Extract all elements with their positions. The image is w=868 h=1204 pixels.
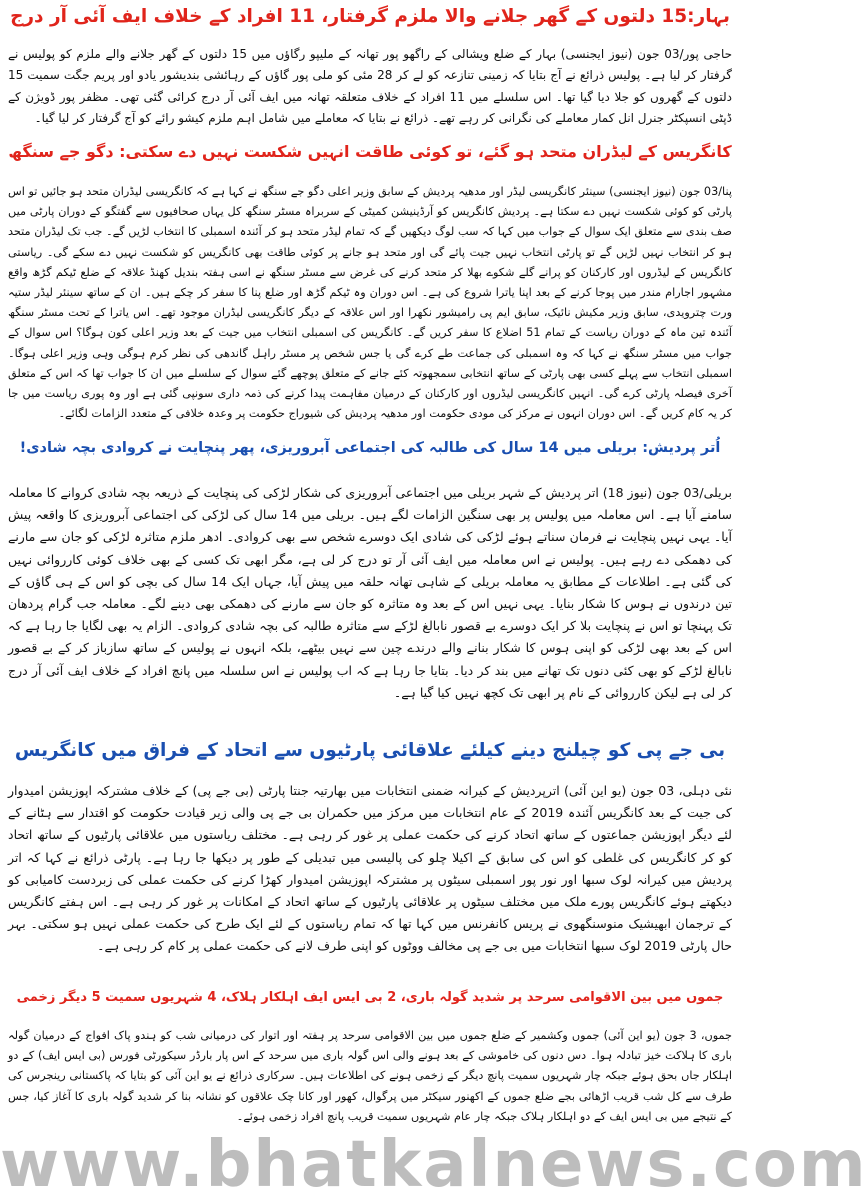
headline-5-text: جموں میں بین الاقوامی سرحد پر شدید گولہ باری، 2 بی ایس ایف اہلکار ہلاک، 4 شہریوں سمیت 5 دیگر زخمی xyxy=(16,990,724,1005)
headline-1-text: بہار:15 دلتوں کے گھر جلانے والا ملزم گرفتار، 11 افراد کے خلاف ایف آئی آر درج xyxy=(10,6,730,27)
article-1-body: حاجی پور/03 جون (نیوز ایجنسی) بہار کے ضلع ویشالی کے راگھو پور تھانہ کے ملیپو رگاؤں میں 15 دلتوں کے گھر جلانے والے ملزم کو پولیس نے گرفتار کر لیا ہے۔ پولیس ذرائع نے آج بتایا کہ زمینی تنازعہ کو لے کر 28 مئی کو ملی پور گاؤں کے رہائشی بندیشور یادو اور پریم جگت سمیت 15 دلتوں کے گھروں کو جلا دیا گیا تھا۔ اس سلسلے میں 11 افراد کے خلاف متعلقہ تھانہ میں ایف آئی آر درج کرائی گئی تھی۔ مظفر پور ڈویژن کے ڈپٹی انسپکٹر جنرل انل کمار معاملے کی نگرانی کر رہے تھے۔ ذرائع نے بتایا کہ معاملے میں شامل اہم ملزم کیشو رائے کو آج گرفتار کر لیا گیا۔ xyxy=(8,47,733,126)
headline-3 xyxy=(8,440,732,474)
article-5-body: جموں، 3 جون (یو این آئی) جموں وکشمیر کے ضلع جموں میں بین الاقوامی سرحد پر ہفتہ اور اتوار کی درمیانی شب کو ہندو پاک افواج کے درمیان گولہ باری کا ہلاکت خیز تبادلہ ہوا۔ دس دنوں کی خاموشی کے بعد ہونے والی اس گولہ باری میں سرحد کے اس پار بارڈر سیکورٹی فورس (بی ایس ایف) کے دو اہلکار جاں بحق ہوئے جبکہ چار شہریوں سمیت پانچ دیگر کے زخمی ہونے کی اطلاعات ہیں۔ سرکاری ذرائع نے یو این آئی کو بتایا کہ پاکستانی رینجرس کی طرف سے کل شب قریب اڑھائی بجے ضلع جموں کے اکھنور سیکٹر میں پرگوال، کھور اور کانا چک علاقوں کو نشانہ بنا کر شدید گولہ باری کا آغاز کیا، جس کے نتیجے میں بی ایس ایف کے دو اہلکار ہلاک جبکہ چار عام شہریوں سمیت قریب پانچ افراد زخمی ہوئے۔ xyxy=(8,1029,733,1123)
headline-4-text: بی جے پی کو چیلنج دینے کیلئے علاقائی پارٹیوں سے اتحاد کے فراق میں کانگریس xyxy=(14,740,726,761)
article-3-body: بریلی/03 جون (نیوز 18) اتر پردیش کے شہر بریلی میں اجتماعی آبروریزی کی شکار لڑکی کی پنچایت کے ذریعہ بچہ شادی کروانے کا معاملہ سامنے آیا ہے۔ اس معاملہ میں پولیس پر بھی سنگین الزامات لگے ہیں۔ بریلی میں 14 سال کی لڑکی کی اجتماعی آبروریزی کا واقعہ پیش آیا۔ یہی نہیں پنچایت نے فرمان سناتے ہوئے لڑکی کی شادی ایک دوسرے شخص سے بھی کروادی۔ ادھر ملزم متاثرہ لڑکی کو جان سے مارنے کی دھمکی دے رہے ہیں۔ پولیس نے اس معاملہ میں ایف آئی آر تو درج کر لی ہے، مگر ابھی تک کسی کے بھی خلاف کوئی کارروائی نہیں کی گئی ہے۔ اطلاعات کے مطابق یہ معاملہ بریلی کے شاہی تھانہ حلقہ میں پیش آیا، جہاں ایک 14 سال کی بچی کو اس کے ہی گاؤں کے تین درندوں نے ہوس کا شکار بنایا۔ یہی نہیں اس کے بعد وہ متاثرہ کو جان سے مارنے کی دھمکی بھی دینے لگے۔ معاملہ جب گرام پردھان تک پہنچا تو اس نے پنچایت بلا کر ایک دوسرے بے قصور نابالغ لڑکے سے متاثرہ طالبہ کی بچہ شادی کروادی۔ الزام یہ بھی لگایا جا رہا ہے کہ اس کے بعد بھی لڑکی کو اپنی ہوس کا شکار بنانے والے درندے چین سے نہیں بیٹھے، بلکہ انہوں نے پولیس کے ساتھ سازباز کر کے بے قصور نابالغ لڑکے کو بھی کئی دنوں تک تھانے میں بند کر دیا۔ بتایا جا رہا ہے کہ اب پولیس نے اس سلسلہ میں پانچ افراد کے خلاف ایف آئی آر درج کر لی ہے لیکن کارروائی کے نام پر ابھی تک کچھ نہیں کیا گیا ہے۔ xyxy=(8,485,733,700)
article-2-body: پنا/03 جون (نیوز ایجنسی) سینئر کانگریسی لیڈر اور مدھیہ پردیش کے سابق وزیر اعلی دگو جے سنگھ نے کہا ہے کہ کانگریسی لیڈران متحد ہو جائیں تو اس پارٹی کو کوئی شکست نہیں دے سکتا ہے۔ پردیش کانگریس کو آرڈینیشن کمیٹی کے سربراہ مسٹر سنگھ کل یہاں صحافیوں سے گفتگو کے دوران پارٹی میں صف بندی سے متعلق ایک سوال کے جواب میں کہا کہ سب لوگ دیکھیں گے کہ تمام لیڈر متحد ہو کر آئندہ اسمبلی کا انتخاب لڑیں گے۔ جب تک لیڈران متحد ہو کر انتخاب نہیں لڑیں گے تو پارٹی انتخاب نہیں جیت پائے گی اور متحد ہو جانے پر کوئی طاقت بھی کانگریس کو شکست نہیں دے سکے گی۔ ریاستی کانگریس کے لیڈروں اور کارکنان کو پرانے گلے شکوے بھلا کر متحد کرنے کی غرض سے مسٹر سنگھ نے اسی ہفتہ بندیل کھنڈ علاقہ کے ضلع ٹیکم گڑھ واقع مشہور اجارام مندر میں پوجا کرنے کے بعد اپنا یاترا شروع کی ہے۔ اس دوران وہ ٹیکم گڑھ اور ضلع پنا کا سفر کر چکے ہیں۔ ان کے ساتھ سینئر لیڈر ستیہ ورت چترویدی، سابق وزیر مکیش نائیک، سابق ایم پی رامیشور نکھرا اور اس علاقہ کے دیگر کانگریسی لیڈران موجود تھے۔ اس یاترا کے تحت مسٹر سنگھ آئندہ تین ماہ کے دوران ریاست کے تمام 51 اضلاع کا سفر کریں گے۔ کانگریس کی اسمبلی انتخاب میں جیت کے بعد وزیر اعلی کون ہوگا؟ اس سوال کے جواب میں مسٹر سنگھ نے کہا کہ وہ اسمبلی کی جماعت طے کرے گی یا جس شخص پر مسٹر راہل گاندھی کی نظر کرم ہوگی وہی وزیر اعلی ہوگا۔ اسمبلی انتخاب سے پہلے کسی بھی پارٹی کے ساتھ انتخابی سمجھوتہ کئے جانے کے متعلق پوچھے گئے سوال کے سلسلے میں ان کا جواب تھا کہ اس کے متعلق آخری فیصلہ پارٹی کرے گی۔ انہیں کانگریسی لیڈروں اور کارکنان کے درمیان مفاہمت پیدا کرنے کی ذمہ داری سونپی گئی ہے اور وہ پوری ریاست میں جا کر یہ کام کریں گے۔ اس دوران انہوں نے مرکز کی مودی حکومت اور مدھیہ پردیش کی شیوراج حکومت پر وعدہ خلافی کے متعدد الزامات لگائے۔ xyxy=(8,185,733,421)
headline-2-text: کانگریس کے لیڈران متحد ہو گئے، تو کوئی طاقت انہیں شکست نہیں دے سکتی: دگو جے سنگھ xyxy=(8,142,732,161)
headline-5 xyxy=(8,990,732,1020)
site-watermark: www.bhatkalnews.com xyxy=(0,1128,868,1202)
headline-3-text: اُتر پردیش: بریلی میں 14 سال کی طالبہ کی اجتماعی آبروریزی، پھر پنچایت نے کروادی بچہ شادی! xyxy=(19,440,721,456)
article-4-body: نئی دہلی، 03 جون (یو این آئی) اترپردیش کے کیرانہ ضمنی انتخابات میں بھارتیہ جنتا پارٹی (بی جے پی) کے خلاف مشترکہ اپوزیشن امیدوار کی جیت کے بعد کانگریس آئندہ 2019 کے عام انتخابات میں مرکز میں حکمران بی جے پی والی زیر قیادت حکومت کو اقتدار سے ہٹانے کے لئے دیگر اپوزیشن جماعتوں کے ساتھ اتحاد کرنے کی حکمت عملی پر غور کر رہی ہے۔ مختلف ریاستوں میں علاقائی پارٹیوں کے ساتھ اتحاد کو کر کانگریس کی غلطی کو اس کی سابق کے اکیلا چلو کی پالیسی میں تبدیلی کے طور پر دیکھا جا رہا ہے۔ پارٹی ذرائع نے کہا کہ اتر پردیش میں کیرانہ لوک سبھا اور نور پور اسمبلی سیٹوں پر مشترکہ اپوزیشن امیدوار کھڑا کرنے کی حکمت عملی کی زبردست کامیابی کو دیکھتے ہوئے کانگریس پورے ملک میں مختلف سیٹوں پر علاقائی پارٹیوں کے ساتھ اتحاد کے امکانات پر غور کر رہی ہے۔ اس ہفتے کانگریس کے ترجمان ابھیشیک منوسنگھوی نے پریس کانفرنس میں کہا تھا کہ تمام ریاستوں کے لئے ایک طرح کی حکمت عملی نہیں ہو سکتی۔ بہر حال پارٹی 2019 لوک سبھا انتخابات میں بی جے پی مخالف ووٹوں کو اپنی طرف لانے کی حکمت عملی پر کام کر رہی ہے۔ xyxy=(8,783,732,954)
headline-4 xyxy=(8,740,732,774)
headline-1 xyxy=(8,6,732,38)
headline-2 xyxy=(8,142,732,174)
